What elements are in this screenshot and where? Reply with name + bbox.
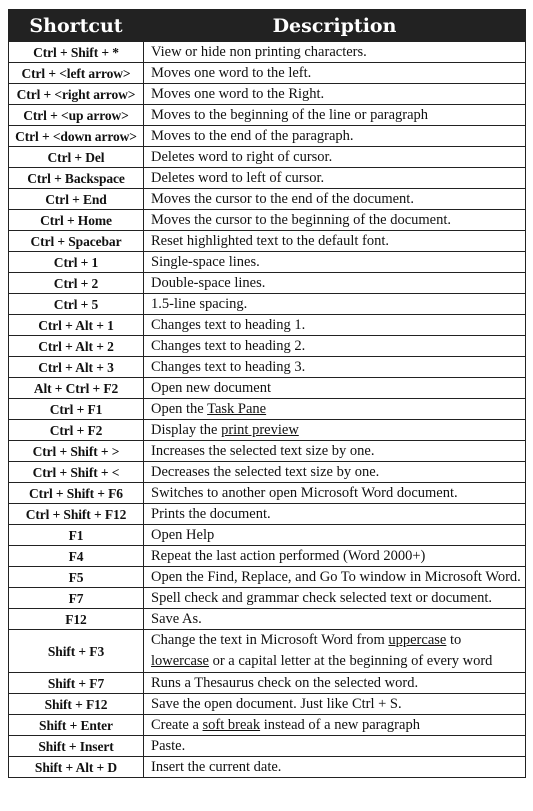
soft-break-link[interactable]: soft break [202,716,261,733]
shortcut-description: Moves one word to the Right. [144,84,526,105]
shortcut-key: Shift + Enter [9,715,144,736]
shortcut-description [144,630,526,673]
description-text: Create a [151,716,203,733]
shortcut-key: Shift + F3 [9,630,144,673]
shortcut-key: Ctrl + End [9,189,144,210]
table-row [9,420,526,441]
shortcut-key: Ctrl + <left arrow> [9,63,144,84]
shortcut-key: Shift + Alt + D [9,757,144,778]
shortcut-description: Moves the cursor to the beginning of the document. [144,210,526,231]
table-row [9,567,526,588]
shortcut-table [8,9,526,778]
shortcut-description: Runs a Thesaurus check on the selected word. [144,673,526,694]
table-row [9,757,526,778]
table-row [9,210,526,231]
shortcut-key: Ctrl + <right arrow> [9,84,144,105]
shortcut-description: Moves to the end of the paragraph. [144,126,526,147]
table-row [9,231,526,252]
table-row [9,273,526,294]
table-row [9,315,526,336]
shortcut-key: Ctrl + 1 [9,252,144,273]
shortcut-key: F12 [9,609,144,630]
shortcut-key: Ctrl + Shift + * [9,42,144,63]
shortcut-description: Double-space lines. [144,273,526,294]
description-text: Display the [151,421,222,438]
shortcut-description [144,715,526,736]
print-preview-link[interactable]: print preview [221,421,299,438]
table-row [9,378,526,399]
shortcut-key: F5 [9,567,144,588]
shortcut-description: Deletes word to right of cursor. [144,147,526,168]
table-row [9,357,526,378]
table-row [9,147,526,168]
shortcut-key: F1 [9,525,144,546]
shortcut-key: Ctrl + Backspace [9,168,144,189]
table-row [9,189,526,210]
table-row [9,736,526,757]
shortcut-description: Paste. [144,736,526,757]
shortcut-description: Moves the cursor to the end of the document. [144,189,526,210]
shortcut-key: Ctrl + Alt + 3 [9,357,144,378]
shortcut-description: Open new document [144,378,526,399]
shortcut-key: Ctrl + Del [9,147,144,168]
table-row [9,525,526,546]
table-row [9,462,526,483]
shortcut-key: Ctrl + Home [9,210,144,231]
shortcut-key: Ctrl + Shift + < [9,462,144,483]
shortcut-description: View or hide non printing characters. [144,42,526,63]
shortcut-description: Moves one word to the left. [144,63,526,84]
table-row [9,441,526,462]
shortcut-description: Open Help [144,525,526,546]
shortcut-key: Ctrl + Alt + 2 [9,336,144,357]
shortcut-description: Save the open document. Just like Ctrl + S. [144,694,526,715]
shortcut-description: Decreases the selected text size by one. [144,462,526,483]
shortcut-key: Ctrl + 2 [9,273,144,294]
table-row [9,294,526,315]
table-row [9,673,526,694]
shortcut-key: Ctrl + <up arrow> [9,105,144,126]
table-row [9,588,526,609]
shortcut-key: Shift + Insert [9,736,144,757]
description-text: to [446,632,462,648]
shortcut-description: Increases the selected text size by one. [144,441,526,462]
shortcut-description: Switches to another open Microsoft Word document. [144,483,526,504]
table-row [9,715,526,736]
shortcut-description: Insert the current date. [144,757,526,778]
table-row [9,126,526,147]
shortcut-description: Prints the document. [144,504,526,525]
shortcut-key: Ctrl + Shift + > [9,441,144,462]
description-text: or a capital letter at the beginning of every word [208,653,493,669]
table-row [9,336,526,357]
table-row [9,399,526,420]
table-row [9,694,526,715]
shortcut-description: Spell check and grammar check selected text or document. [144,588,526,609]
shortcut-key: F7 [9,588,144,609]
shortcut-key: Ctrl + F2 [9,420,144,441]
table-row [9,168,526,189]
shortcut-key: Ctrl + Alt + 1 [9,315,144,336]
table-row [9,546,526,567]
description-text: Open the [151,400,208,417]
shortcut-description: Save As. [144,609,526,630]
description-column-header: Description [144,10,526,42]
shortcut-column-header: Shortcut [9,10,144,42]
shortcut-key: F4 [9,546,144,567]
shortcut-description: 1.5-line spacing. [144,294,526,315]
shortcut-key: Ctrl + Spacebar [9,231,144,252]
shortcut-key: Shift + F12 [9,694,144,715]
shortcut-key: Shift + F7 [9,673,144,694]
shortcut-description: Changes text to heading 2. [144,336,526,357]
table-row [9,630,526,673]
shortcut-key: Ctrl + Shift + F6 [9,483,144,504]
shortcut-key: Alt + Ctrl + F2 [9,378,144,399]
table-row [9,105,526,126]
table-row [9,252,526,273]
shortcut-description: Moves to the beginning of the line or paragraph [144,105,526,126]
shortcut-description: Changes text to heading 3. [144,357,526,378]
shortcut-description [144,420,526,441]
table-row [9,504,526,525]
description-text: Change the text in Microsoft Word from [151,632,389,648]
shortcut-description: Open the Find, Replace, and Go To window in Microsoft Word. [144,567,526,588]
table-row [9,42,526,63]
shortcut-key: Ctrl + 5 [9,294,144,315]
task-pane-link[interactable]: Task Pane [207,400,267,417]
uppercase-link[interactable]: uppercase [388,632,447,648]
description-text: instead of a new paragraph [260,716,420,733]
table-row [9,609,526,630]
lowercase-link[interactable]: lowercase [151,653,209,669]
shortcut-description [144,399,526,420]
shortcut-key: Ctrl + Shift + F12 [9,504,144,525]
header-row [9,10,526,42]
table-row [9,483,526,504]
shortcut-description: Single-space lines. [144,252,526,273]
table-row [9,63,526,84]
shortcut-description: Deletes word to left of cursor. [144,168,526,189]
shortcut-description: Reset highlighted text to the default font. [144,231,526,252]
table-row [9,84,526,105]
shortcut-description: Changes text to heading 1. [144,315,526,336]
shortcut-description: Repeat the last action performed (Word 2000+) [144,546,526,567]
shortcut-key: Ctrl + <down arrow> [9,126,144,147]
shortcut-sheet [8,9,525,778]
shortcut-key: Ctrl + F1 [9,399,144,420]
